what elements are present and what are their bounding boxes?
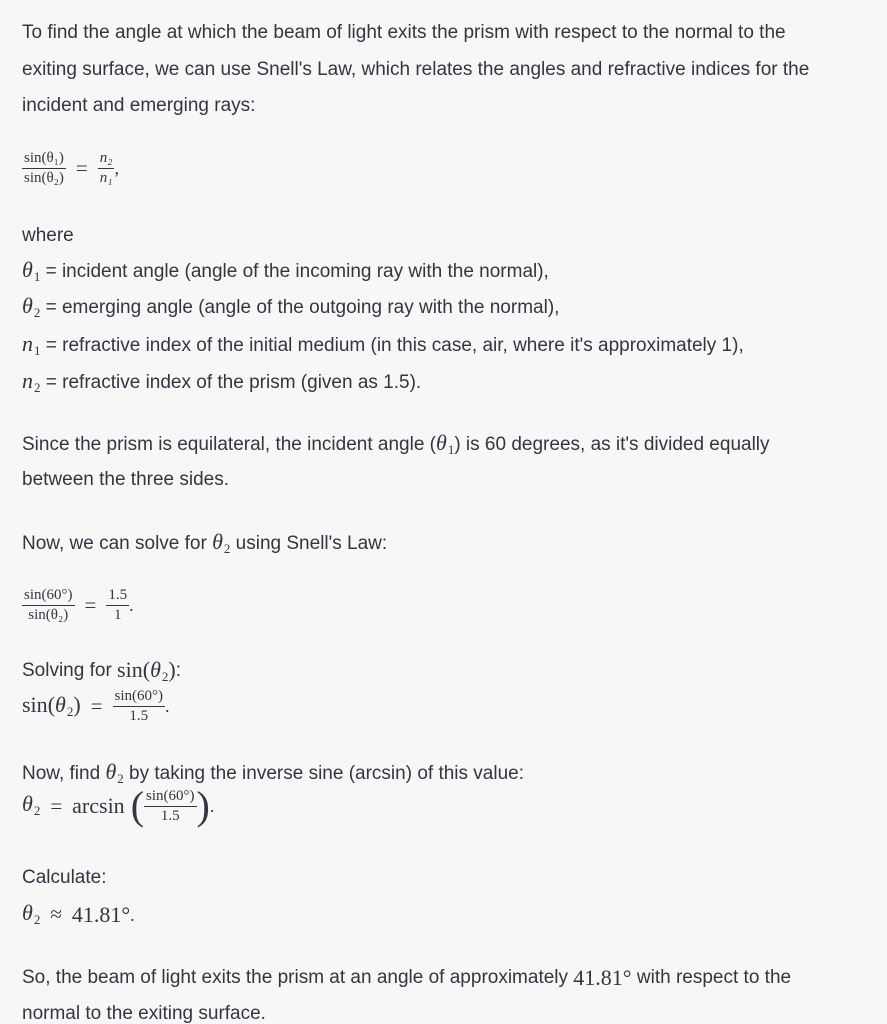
denominator: n₁: [99, 169, 113, 186]
n-symbol: $n_2$: [22, 368, 41, 395]
conclusion-line-1: So, the beam of light exits the prism at an angle of approximately 41.81° with respect to the: [22, 965, 792, 990]
equals-sign: =: [75, 155, 88, 180]
where-label: where: [22, 225, 74, 246]
definition-theta2: [22, 295, 559, 319]
solve-intro: Now, we can solve for $\theta_2$ using Snell's Law:: [22, 529, 388, 556]
definition-theta1: [22, 259, 549, 283]
comma: ,: [114, 158, 119, 178]
equilateral-line-1: Since the prism is equilateral, the incident angle $(\theta_1)$ is 60 degrees, as it's divided equally: [22, 430, 770, 457]
arcsin-formula: $\theta_2 = \arcsin$ ( $\frac{\sin(60^\circ)}{1.5}$ ).: [22, 783, 215, 828]
definition-text: = refractive index of the initial medium (in this case, air, where it's approximately 1),: [40, 335, 744, 356]
fraction-sines: $\frac{\sin(60^\circ)}{\text{sin(θ₂)}}$: [24, 587, 73, 623]
definition-text: = emerging angle (angle of the outgoing ray with the normal),: [40, 297, 560, 318]
intro-line-3: incident and emerging rays:: [22, 95, 256, 116]
theta-symbol: $\theta_1$: [436, 430, 455, 457]
equilateral-line-2: between the three sides.: [22, 469, 230, 490]
intro-line-2: exiting surface, we can use Snell's Law, which relates the angles and refractive indices for the: [22, 59, 810, 80]
theta-symbol: $\theta_2$: [212, 529, 231, 556]
sin-theta2-formula: $\sin(\theta_2)$ = $\frac{\sin(60^\circ)}{1.5}$ .: [22, 688, 170, 724]
definition-text: = refractive index of the prism (given as 1.5).: [40, 372, 422, 393]
solving-for-line: Solving for $\sin(\theta_2)$:: [22, 657, 181, 684]
numerator: sin(θ₁): [22, 150, 66, 169]
fraction-indices: $\frac{1.5}{1}$: [108, 587, 128, 623]
inverse-sine-intro: Now, find $\theta_2$ by taking the inverse sine (arcsin) of this value:: [22, 759, 524, 786]
result-formula: $\theta_2 \approx 41.81^\circ$.: [22, 900, 135, 927]
theta-symbol: $\theta_2$: [105, 759, 124, 786]
theta-symbol: $\theta_2$: [22, 293, 41, 320]
n-symbol: $n_1$: [22, 331, 41, 358]
intro-line-1: To find the angle at which the beam of light exits the prism with respect to the normal to the: [22, 22, 786, 43]
calculate-label: Calculate:: [22, 867, 107, 888]
denominator: sin(θ₂): [24, 169, 64, 186]
fraction: $\frac{\sin(60^\circ)}{1.5}$: [114, 688, 163, 724]
theta-symbol: $\theta_1$: [22, 257, 41, 284]
definition-n1: [22, 333, 744, 357]
numerator: n₂: [98, 150, 115, 169]
definition-n2: [22, 370, 421, 394]
definition-text: = incident angle (angle of the incoming ray with the normal),: [40, 261, 549, 282]
fraction-sines: [22, 150, 66, 186]
snell-substituted-formula: $\frac{\sin(60^\circ)}{\text{sin(θ₂)}}$ = $\frac{1.5}{1}$ .: [24, 587, 134, 623]
fraction: $\frac{\sin(60^\circ)}{1.5}$: [146, 788, 195, 824]
snell-law-formula: [22, 150, 119, 186]
conclusion-line-2: normal to the exiting surface.: [22, 1003, 266, 1024]
fraction-indices: [98, 150, 115, 186]
